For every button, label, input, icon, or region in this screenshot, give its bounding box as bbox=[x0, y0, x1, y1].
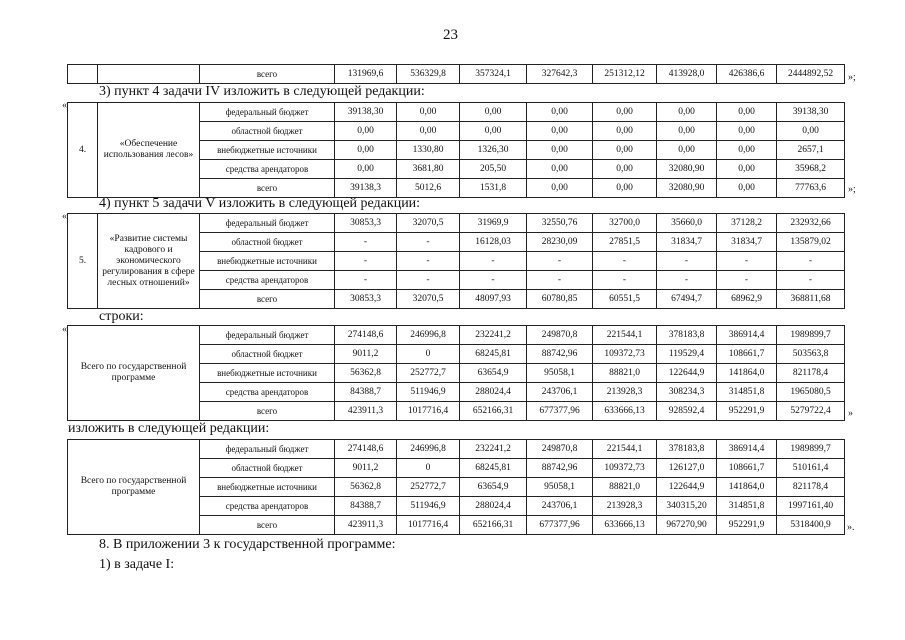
value-cell: 2657,1 bbox=[777, 141, 845, 160]
value-cell: 95058,1 bbox=[527, 478, 593, 497]
value-cell: 821178,4 bbox=[777, 478, 845, 497]
value-cell: 77763,6 bbox=[777, 179, 845, 198]
source-cell: всего bbox=[200, 516, 335, 535]
value-cell: 0,00 bbox=[335, 141, 397, 160]
source-cell: всего bbox=[200, 65, 335, 84]
value-cell: 0,00 bbox=[527, 160, 593, 179]
value-cell: 246996,8 bbox=[397, 326, 460, 345]
paragraph-task-1: 1) в задаче I: bbox=[99, 557, 175, 572]
value-cell: 88821,0 bbox=[593, 478, 657, 497]
value-cell: 32550,76 bbox=[527, 214, 593, 233]
value-cell: - bbox=[397, 233, 460, 252]
value-cell: - bbox=[527, 271, 593, 290]
empty-cell bbox=[98, 65, 200, 84]
value-cell: 0,00 bbox=[527, 122, 593, 141]
value-cell: 1531,8 bbox=[460, 179, 527, 198]
value-cell: 9011,2 bbox=[335, 459, 397, 478]
value-cell: 274148,6 bbox=[335, 326, 397, 345]
value-cell: 221544,1 bbox=[593, 326, 657, 345]
value-cell: 0,00 bbox=[527, 103, 593, 122]
value-cell: 88742,96 bbox=[527, 459, 593, 478]
value-cell: - bbox=[335, 271, 397, 290]
value-cell: 249870,8 bbox=[527, 440, 593, 459]
value-cell: - bbox=[460, 252, 527, 271]
value-cell: 0,00 bbox=[593, 179, 657, 198]
table-program-total-old bbox=[67, 325, 845, 421]
table-row bbox=[68, 103, 845, 122]
value-cell: 0,00 bbox=[593, 103, 657, 122]
value-cell: 252772,7 bbox=[397, 478, 460, 497]
value-cell: 252772,7 bbox=[397, 364, 460, 383]
value-cell: 84388,7 bbox=[335, 497, 397, 516]
closing-quote: » bbox=[848, 408, 853, 419]
value-cell: 5318400,9 bbox=[777, 516, 845, 535]
empty-cell bbox=[68, 65, 98, 84]
value-cell: - bbox=[657, 252, 717, 271]
value-cell: 37128,2 bbox=[717, 214, 777, 233]
value-cell: 30853,3 bbox=[335, 290, 397, 309]
value-cell: - bbox=[460, 271, 527, 290]
closing-quote: »; bbox=[848, 72, 856, 83]
value-cell: 221544,1 bbox=[593, 440, 657, 459]
value-cell: 95058,1 bbox=[527, 364, 593, 383]
value-cell: 243706,1 bbox=[527, 383, 593, 402]
value-cell: 213928,3 bbox=[593, 383, 657, 402]
value-cell: 0,00 bbox=[397, 122, 460, 141]
value-cell: 314851,8 bbox=[717, 497, 777, 516]
value-cell: 652166,31 bbox=[460, 402, 527, 421]
value-cell: - bbox=[397, 252, 460, 271]
paragraph-appendix-3: 8. В приложении 3 к государственной программе: bbox=[99, 537, 396, 552]
value-cell: 243706,1 bbox=[527, 497, 593, 516]
value-cell: 357324,1 bbox=[460, 65, 527, 84]
value-cell: 308234,3 bbox=[657, 383, 717, 402]
value-cell: 0,00 bbox=[593, 160, 657, 179]
value-cell: 48097,93 bbox=[460, 290, 527, 309]
value-cell: 68962,9 bbox=[717, 290, 777, 309]
value-cell: 68245,81 bbox=[460, 345, 527, 364]
source-cell: всего bbox=[200, 179, 335, 198]
value-cell: 0,00 bbox=[717, 103, 777, 122]
value-cell: 510161,4 bbox=[777, 459, 845, 478]
value-cell: 3681,80 bbox=[397, 160, 460, 179]
value-cell: 503563,8 bbox=[777, 345, 845, 364]
value-cell: 677377,96 bbox=[527, 402, 593, 421]
heading-new-edition: изложить в следующей редакции: bbox=[68, 421, 270, 436]
value-cell: 1997161,40 bbox=[777, 497, 845, 516]
table-task-v-item-5 bbox=[67, 213, 845, 309]
source-cell: федеральный бюджет bbox=[200, 214, 335, 233]
value-cell: - bbox=[657, 271, 717, 290]
value-cell: 413928,0 bbox=[657, 65, 717, 84]
value-cell: 249870,8 bbox=[527, 326, 593, 345]
value-cell: - bbox=[777, 271, 845, 290]
table-program-total-new bbox=[67, 439, 845, 535]
value-cell: 0,00 bbox=[460, 103, 527, 122]
value-cell: 511946,9 bbox=[397, 497, 460, 516]
source-cell: внебюджетные источники bbox=[200, 141, 335, 160]
value-cell: 205,50 bbox=[460, 160, 527, 179]
source-cell: внебюджетные источники bbox=[200, 364, 335, 383]
value-cell: 340315,20 bbox=[657, 497, 717, 516]
value-cell: 63654,9 bbox=[460, 478, 527, 497]
value-cell: 28230,09 bbox=[527, 233, 593, 252]
table-row bbox=[68, 65, 845, 84]
value-cell: 1017716,4 bbox=[397, 402, 460, 421]
value-cell: 0,00 bbox=[335, 122, 397, 141]
value-cell: 0,00 bbox=[527, 141, 593, 160]
value-cell: 108661,7 bbox=[717, 459, 777, 478]
value-cell: 426386,6 bbox=[717, 65, 777, 84]
value-cell: 32070,5 bbox=[397, 290, 460, 309]
value-cell: 0,00 bbox=[335, 160, 397, 179]
value-cell: 0,00 bbox=[777, 122, 845, 141]
opening-quote: « bbox=[62, 211, 67, 222]
item-name-cell: «Развитие системы кадрового и экономического регулирования в сфере лесных отношений» bbox=[98, 214, 200, 309]
source-cell: внебюджетные источники bbox=[200, 478, 335, 497]
value-cell: 2444892,52 bbox=[777, 65, 845, 84]
value-cell: 821178,4 bbox=[777, 364, 845, 383]
source-cell: областной бюджет bbox=[200, 459, 335, 478]
value-cell: 31834,7 bbox=[657, 233, 717, 252]
value-cell: 135879,02 bbox=[777, 233, 845, 252]
value-cell: 423911,3 bbox=[335, 402, 397, 421]
program-name-cell: Всего по государственной программе bbox=[68, 326, 200, 421]
table-row bbox=[68, 214, 845, 233]
value-cell: - bbox=[593, 271, 657, 290]
source-cell: всего bbox=[200, 402, 335, 421]
value-cell: 423911,3 bbox=[335, 516, 397, 535]
value-cell: 633666,13 bbox=[593, 402, 657, 421]
source-cell: внебюджетные источники bbox=[200, 252, 335, 271]
source-cell: федеральный бюджет bbox=[200, 103, 335, 122]
item-name-cell: «Обеспечение использования лесов» bbox=[98, 103, 200, 198]
value-cell: - bbox=[527, 252, 593, 271]
source-cell: средства арендаторов bbox=[200, 497, 335, 516]
source-cell: всего bbox=[200, 290, 335, 309]
opening-quote: « bbox=[62, 324, 67, 335]
source-cell: средства арендаторов bbox=[200, 383, 335, 402]
value-cell: 0,00 bbox=[657, 141, 717, 160]
value-cell: 1017716,4 bbox=[397, 516, 460, 535]
value-cell: 1965080,5 bbox=[777, 383, 845, 402]
opening-quote: « bbox=[62, 100, 67, 111]
value-cell: 928592,4 bbox=[657, 402, 717, 421]
value-cell: 0,00 bbox=[657, 122, 717, 141]
value-cell: 0 bbox=[397, 459, 460, 478]
source-cell: областной бюджет bbox=[200, 233, 335, 252]
value-cell: - bbox=[717, 271, 777, 290]
value-cell: 39138,3 bbox=[335, 179, 397, 198]
value-cell: 5279722,4 bbox=[777, 402, 845, 421]
value-cell: 31969,9 bbox=[460, 214, 527, 233]
value-cell: 368811,68 bbox=[777, 290, 845, 309]
value-cell: 32080,90 bbox=[657, 160, 717, 179]
value-cell: 0,00 bbox=[397, 103, 460, 122]
item-number-cell: 5. bbox=[68, 214, 98, 309]
value-cell: 251312,12 bbox=[593, 65, 657, 84]
value-cell: 0,00 bbox=[527, 179, 593, 198]
value-cell: 952291,9 bbox=[717, 516, 777, 535]
value-cell: 378183,8 bbox=[657, 326, 717, 345]
value-cell: 967270,90 bbox=[657, 516, 717, 535]
closing-quote: ». bbox=[847, 522, 855, 533]
table-task-iv-item-4 bbox=[67, 102, 845, 198]
source-cell: средства арендаторов bbox=[200, 160, 335, 179]
value-cell: 536329,8 bbox=[397, 65, 460, 84]
value-cell: 677377,96 bbox=[527, 516, 593, 535]
value-cell: 232241,2 bbox=[460, 440, 527, 459]
heading-item-4: 4) пункт 5 задачи V изложить в следующей редакции: bbox=[99, 196, 421, 211]
closing-quote: »; bbox=[848, 184, 856, 195]
value-cell: 511946,9 bbox=[397, 383, 460, 402]
value-cell: - bbox=[335, 252, 397, 271]
value-cell: 378183,8 bbox=[657, 440, 717, 459]
source-cell: областной бюджет bbox=[200, 122, 335, 141]
value-cell: 60551,5 bbox=[593, 290, 657, 309]
value-cell: 119529,4 bbox=[657, 345, 717, 364]
value-cell: 232932,66 bbox=[777, 214, 845, 233]
value-cell: - bbox=[335, 233, 397, 252]
value-cell: - bbox=[593, 252, 657, 271]
value-cell: 633666,13 bbox=[593, 516, 657, 535]
value-cell: 35660,0 bbox=[657, 214, 717, 233]
value-cell: 109372,73 bbox=[593, 345, 657, 364]
value-cell: 232241,2 bbox=[460, 326, 527, 345]
value-cell: 288024,4 bbox=[460, 383, 527, 402]
value-cell: 0 bbox=[397, 345, 460, 364]
value-cell: 88821,0 bbox=[593, 364, 657, 383]
value-cell: - bbox=[777, 252, 845, 271]
value-cell: 0,00 bbox=[717, 122, 777, 141]
value-cell: 84388,7 bbox=[335, 383, 397, 402]
heading-item-3: 3) пункт 4 задачи IV изложить в следующей редакции: bbox=[99, 84, 425, 99]
value-cell: 288024,4 bbox=[460, 497, 527, 516]
heading-rows: строки: bbox=[99, 309, 144, 324]
value-cell: 108661,7 bbox=[717, 345, 777, 364]
value-cell: 60780,85 bbox=[527, 290, 593, 309]
value-cell: 31834,7 bbox=[717, 233, 777, 252]
value-cell: 126127,0 bbox=[657, 459, 717, 478]
value-cell: 39138,30 bbox=[777, 103, 845, 122]
value-cell: - bbox=[717, 252, 777, 271]
value-cell: 0,00 bbox=[593, 122, 657, 141]
value-cell: 0,00 bbox=[460, 122, 527, 141]
source-cell: областной бюджет bbox=[200, 345, 335, 364]
value-cell: 1330,80 bbox=[397, 141, 460, 160]
value-cell: 32080,90 bbox=[657, 179, 717, 198]
value-cell: 16128,03 bbox=[460, 233, 527, 252]
value-cell: 141864,0 bbox=[717, 478, 777, 497]
value-cell: 0,00 bbox=[593, 141, 657, 160]
value-cell: 109372,73 bbox=[593, 459, 657, 478]
value-cell: 652166,31 bbox=[460, 516, 527, 535]
value-cell: 35968,2 bbox=[777, 160, 845, 179]
value-cell: 68245,81 bbox=[460, 459, 527, 478]
value-cell: 9011,2 bbox=[335, 345, 397, 364]
value-cell: 952291,9 bbox=[717, 402, 777, 421]
value-cell: 0,00 bbox=[717, 160, 777, 179]
value-cell: 141864,0 bbox=[717, 364, 777, 383]
item-number-cell: 4. bbox=[68, 103, 98, 198]
value-cell: 0,00 bbox=[717, 141, 777, 160]
program-name-cell: Всего по государственной программе bbox=[68, 440, 200, 535]
value-cell: 88742,96 bbox=[527, 345, 593, 364]
value-cell: 5012,6 bbox=[397, 179, 460, 198]
value-cell: 1989899,7 bbox=[777, 326, 845, 345]
value-cell: 122644,9 bbox=[657, 478, 717, 497]
page-number: 23 bbox=[443, 27, 458, 43]
source-cell: федеральный бюджет bbox=[200, 440, 335, 459]
table-row bbox=[68, 326, 845, 345]
value-cell: 0,00 bbox=[717, 179, 777, 198]
value-cell: 1989899,7 bbox=[777, 440, 845, 459]
table-row bbox=[68, 440, 845, 459]
value-cell: 32700,0 bbox=[593, 214, 657, 233]
value-cell: 386914,4 bbox=[717, 440, 777, 459]
value-cell: 213928,3 bbox=[593, 497, 657, 516]
value-cell: - bbox=[397, 271, 460, 290]
value-cell: 122644,9 bbox=[657, 364, 717, 383]
value-cell: 30853,3 bbox=[335, 214, 397, 233]
value-cell: 63654,9 bbox=[460, 364, 527, 383]
value-cell: 39138,30 bbox=[335, 103, 397, 122]
value-cell: 386914,4 bbox=[717, 326, 777, 345]
value-cell: 27851,5 bbox=[593, 233, 657, 252]
value-cell: 314851,8 bbox=[717, 383, 777, 402]
value-cell: 56362,8 bbox=[335, 478, 397, 497]
value-cell: 327642,3 bbox=[527, 65, 593, 84]
value-cell: 131969,6 bbox=[335, 65, 397, 84]
value-cell: 0,00 bbox=[657, 103, 717, 122]
value-cell: 274148,6 bbox=[335, 440, 397, 459]
value-cell: 56362,8 bbox=[335, 364, 397, 383]
value-cell: 1326,30 bbox=[460, 141, 527, 160]
source-cell: средства арендаторов bbox=[200, 271, 335, 290]
value-cell: 32070,5 bbox=[397, 214, 460, 233]
source-cell: федеральный бюджет bbox=[200, 326, 335, 345]
value-cell: 246996,8 bbox=[397, 440, 460, 459]
value-cell: 67494,7 bbox=[657, 290, 717, 309]
top-total-row-table bbox=[67, 64, 845, 84]
